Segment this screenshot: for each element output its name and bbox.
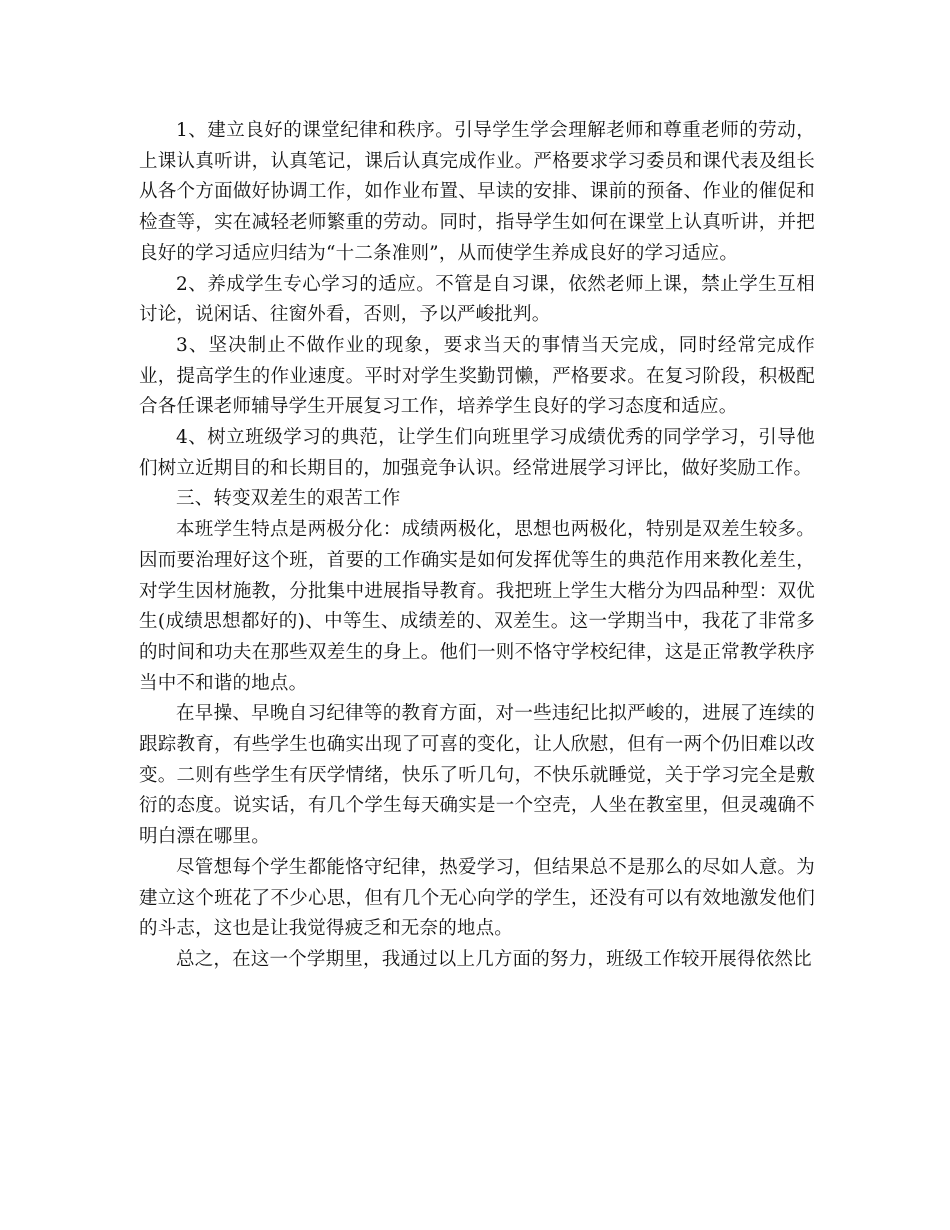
paragraph-7: 尽管想每个学生都能恪守纪律，热爱学习，但结果总不是那么的尽如人意。为建立这个班花了不少心思，但有几个无心向学的学生，还没有可以有效地激发他们的斗志，这也是让我觉得疲乏和无奈的地点。 (139, 856, 815, 940)
section-heading: 三、转变双差生的艰苦工作 (176, 488, 401, 510)
paragraph-4: 4、树立班级学习的典范，让学生们向班里学习成绩优秀的同学学习，引导他们树立近期目的和长期目的，加强竞争认识。经常进展学习评比，做好奖励工作。 (139, 427, 815, 479)
document-body (139, 116, 815, 976)
paragraph-2: 2、养成学生专心学习的适应。不管是自习课，依然老师上课，禁止学生互相讨论，说闲话、往窗外看，否则，予以严峻批判。 (139, 273, 815, 326)
paragraph-8: 总之，在这一个学期里，我通过以上几方面的努力，班级工作较开展得依然比 (176, 948, 812, 970)
paragraph-6: 在早操、早晚自习纪律等的教育方面，对一些违纪比拟严峻的，进展了连续的跟踪教育，有些学生也确实出现了可喜的变化，让人欣慰，但有一两个仍旧难以改变。二则有些学生有厌学情绪，快乐了听几句，不快乐就睡觉，关于学习完全是敷衍的态度。说实话，有几个学生每天确实是一个空壳，人坐在教室里，但灵魂确不明白漂在哪里。 (139, 703, 815, 848)
paragraph-1: 1、建立良好的课堂纪律和秩序。引导学生学会理解老师和尊重老师的劳动，上课认真听讲，认真笔记，课后认真完成作业。严格要求学习委员和课代表及组长从各个方面做好协调工作，如作业布置、早读的安排、课前的预备、作业的催促和检查等，实在减轻老师繁重的劳动。同时，指导学生如何在课堂上认真听讲，并把良好的学习适应归结为“十二条准则”，从而使学生养成良好的学习适应。 (139, 120, 815, 264)
paragraph-5: 本班学生特点是两极分化：成绩两极化，思想也两极化，特别是双差生较多。因而要治理好这个班，首要的工作确实是如何发挥优等生的典范作用来教化差生，对学生因材施教，分批集中进展指导教育。我把班上学生大楷分为四品种型：双优生(成绩思想都好的)、中等生、成绩差的、双差生。这一学期当中，我花了非常多的时间和功夫在那些双差生的身上。他们一则不恪守学校纪律，这是正常教学秩序当中不和谐的地点。 (139, 519, 815, 694)
paragraph-3: 3、坚决制止不做作业的现象，要求当天的事情当天完成，同时经常完成作业，提高学生的作业速度。平时对学生奖勤罚懒，严格要求。在复习阶段，积极配合各任课老师辅导学生开展复习工作，培养学生良好的学习态度和适应。 (139, 334, 815, 418)
